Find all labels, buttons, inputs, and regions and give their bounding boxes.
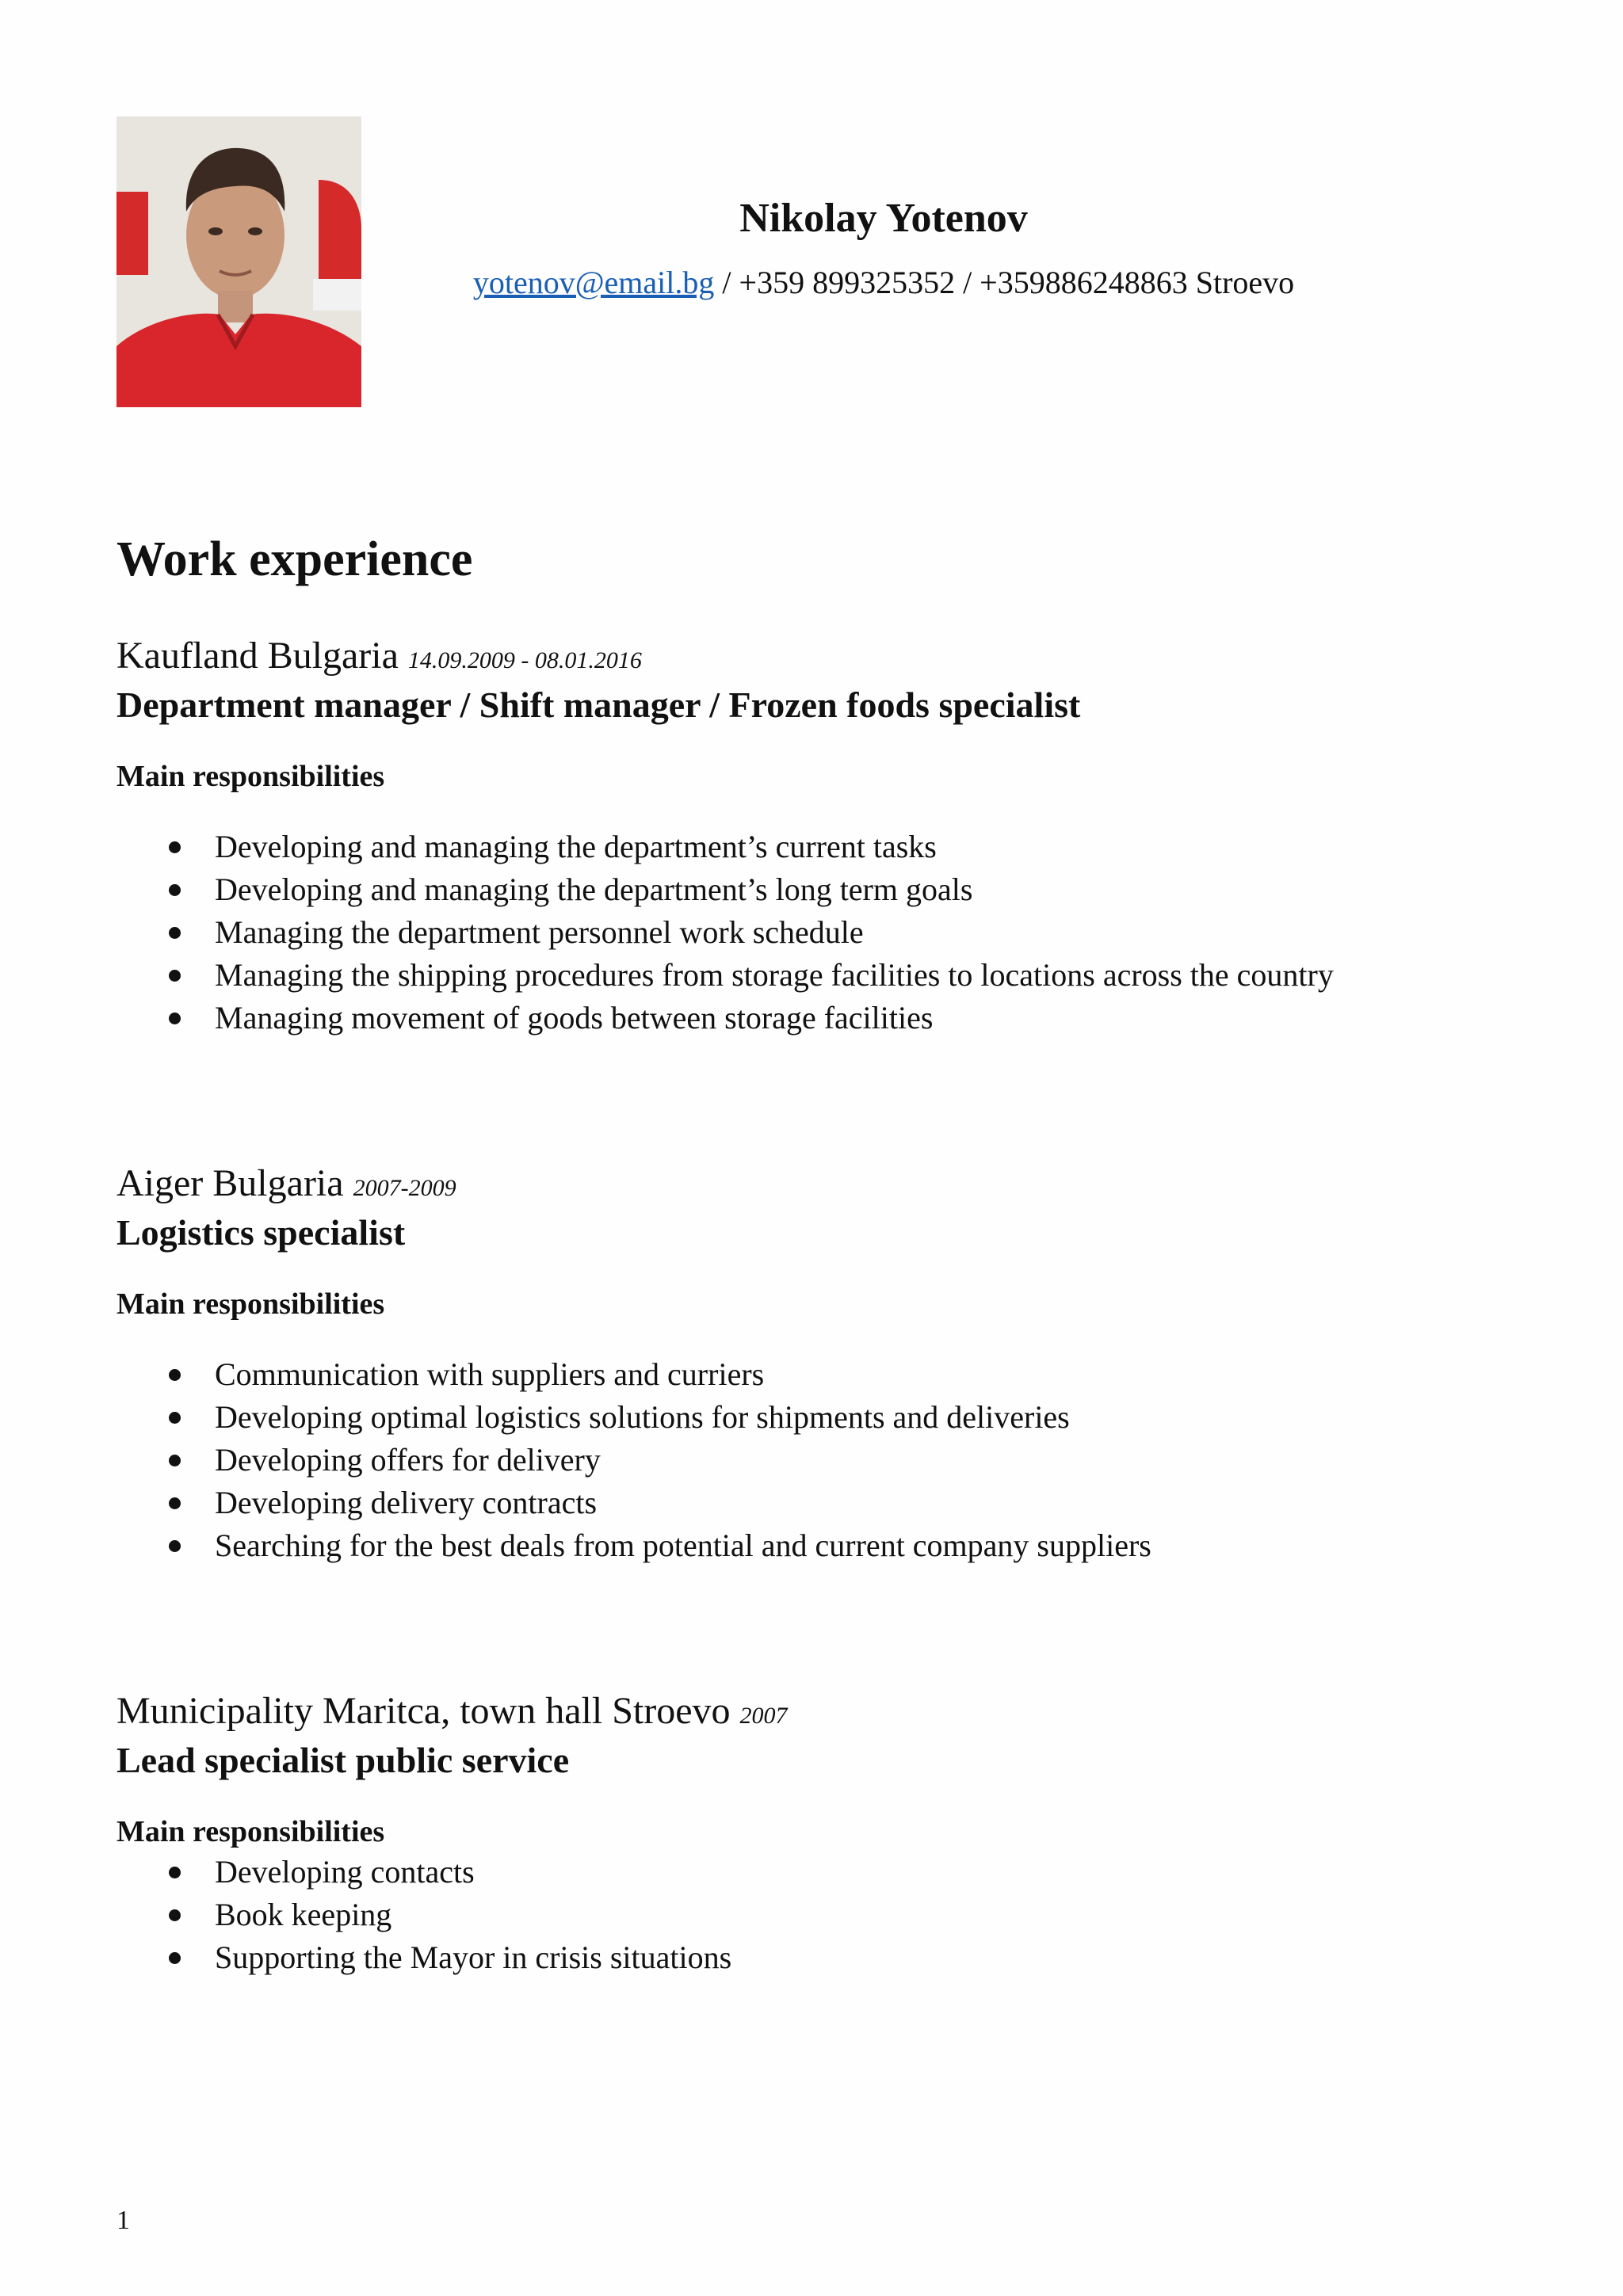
bullet-icon [169, 927, 181, 939]
bullet-icon [169, 1013, 181, 1024]
bullet-icon [169, 970, 181, 982]
job-entry [116, 634, 1334, 1039]
page-number: 1 [116, 2206, 130, 2235]
job-entry [116, 1689, 788, 1979]
email-link[interactable]: yotenov@email.bg [472, 265, 715, 300]
responsibilities-list [116, 1353, 1151, 1567]
contact-line [0, 267, 1623, 299]
list-item: Supporting the Mayor in crisis situations [116, 1936, 788, 1979]
company-name: Kaufland Bulgaria [116, 635, 399, 677]
list-item: Managing the department personnel work schedule [116, 911, 1334, 954]
company-name: Aiger Bulgaria [116, 1162, 344, 1204]
job-role: Lead specialist public service [116, 1740, 570, 1780]
list-item: Developing optimal logistics solutions for shipments and deliveries [116, 1396, 1151, 1439]
list-item: Developing offers for delivery [116, 1439, 1151, 1482]
responsibilities-heading: Main responsibilities [116, 760, 385, 793]
list-item: Developing and managing the department’s long term goals [116, 868, 1334, 911]
list-item: Searching for the best deals from potential and current company suppliers [116, 1524, 1151, 1567]
company-line [116, 1161, 1151, 1211]
candidate-name: Nikolay Yotenov [739, 196, 1028, 241]
job-entry [116, 1161, 1151, 1567]
bullet-icon [169, 1909, 181, 1921]
responsibilities-list [116, 826, 1334, 1039]
bullet-icon [169, 1540, 181, 1552]
responsibilities-heading: Main responsibilities [116, 1815, 385, 1848]
list-item: Developing contacts [116, 1851, 788, 1894]
list-item: Developing and managing the department’s current tasks [116, 826, 1334, 868]
job-dates: 14.09.2009 - 08.01.2016 [407, 647, 642, 673]
job-dates: 2007 [739, 1703, 788, 1729]
list-item: Developing delivery contracts [116, 1482, 1151, 1524]
company-name: Municipality Maritca, town hall Stroevo [116, 1690, 731, 1732]
list-item: Managing movement of goods between storage facilities [116, 997, 1334, 1039]
company-line [116, 634, 1334, 683]
phone-location-text: / +359 899325352 / +359886248863 Stroevo [714, 265, 1295, 300]
bullet-icon [169, 841, 181, 853]
work-experience-heading: Work experience [116, 532, 473, 586]
job-dates: 2007-2009 [353, 1175, 456, 1201]
bullet-icon [169, 1497, 181, 1509]
bullet-icon [169, 1952, 181, 1964]
list-item: Managing the shipping procedures from storage facilities to locations across the country [116, 954, 1334, 997]
bullet-icon [169, 1867, 181, 1878]
list-item: Communication with suppliers and curriers [116, 1353, 1151, 1396]
job-role: Department manager / Shift manager / Frozen foods specialist [116, 685, 1081, 725]
profile-photo [116, 116, 361, 407]
bullet-icon [169, 1455, 181, 1466]
bullet-icon [169, 884, 181, 896]
company-line [116, 1689, 788, 1738]
job-role: Logistics specialist [116, 1212, 406, 1253]
list-item: Book keeping [116, 1894, 788, 1936]
bullet-icon [169, 1369, 181, 1381]
responsibilities-heading: Main responsibilities [116, 1287, 385, 1321]
bullet-icon [169, 1412, 181, 1424]
responsibilities-list [116, 1851, 788, 1979]
